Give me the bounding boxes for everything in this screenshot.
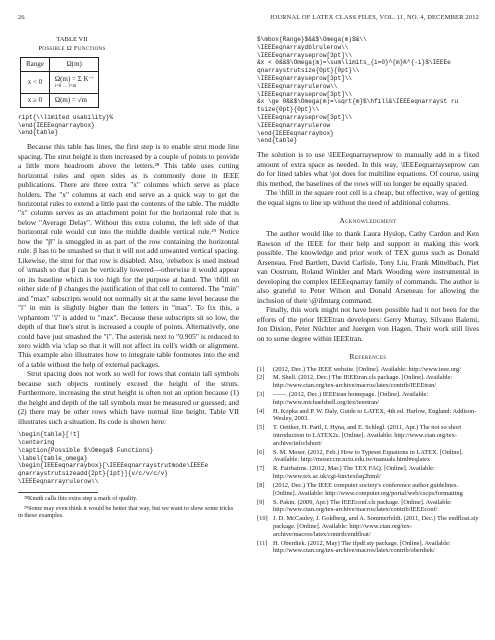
footnote-29: ²⁹Some may even think it would be better that way, but we want to show some tricks in these examples.: [18, 504, 234, 520]
body-text: [18, 142, 239, 426]
paragraph: Finally, this work might not have been possible had it not been for the efforts of the prior IEEEtran developers: Gerry Murray, Silvano Balemi, Jon Dixion, Peter Nüchter and Juergen von Hagen. Their work still lives on to some degree within IEEEtran.: [257, 305, 479, 343]
code-line: tsize{0pt}{0pt}\\: [257, 106, 320, 114]
code-block-top: [18, 114, 239, 137]
code-line: \IEEEeqnarrayrulerow\\: [18, 478, 99, 486]
paragraph: The \hfill in the square root cell is a cheap, but effective, way of getting the equal signs to line up without the need of additional columns.: [257, 188, 479, 207]
code-line: \IEEEeqnarrayrulerow: [257, 121, 331, 129]
code-line: \IEEEeqnarrayseprow[3pt]\\: [257, 90, 353, 98]
row1-function: [49, 72, 99, 94]
code-line: \IEEEeqnarrayrulerow\\: [257, 82, 338, 90]
code-line: $\mbox{Range}$&&$\Omega(m)$&\\: [257, 36, 367, 43]
acknowledgment-text: [257, 229, 479, 343]
code-line: \end{table}: [18, 129, 59, 137]
code-line: &x < 0&&$\Omega(m)=\sum\limits_{i=0}^{m}K^{-i}$\IEEEe: [257, 59, 451, 67]
reference-item: [4] H. Kopka and P. W. Daly, Guide to LATEX, 4th ed. Harlow, England: Addison-Wesley, 2003.: [257, 407, 477, 423]
code-line: \IEEEeqnarraydblrulerow\\: [257, 43, 349, 51]
reference-item: [1] (2012, Dec.) The IEEE website. [Online]. Available: http://www.ieee.org/: [257, 365, 461, 373]
table-caption: [18, 36, 126, 53]
table-row: [21, 93, 99, 107]
code-line: \begin{IEEEeqnarraybox}[\IEEEeqnarraystrutmode\IEEEe: [18, 462, 209, 470]
code-line: \IEEEeqnarrayseprow[3pt]\\: [257, 51, 353, 59]
row1-sum-limits: i=0 … i=m: [54, 84, 77, 90]
reference-list: [257, 366, 479, 556]
code-line: &x \ge 0&&$\Omega(m)=\sqrt{m}$\hfill&\IEEEeqnarrayst ru: [257, 98, 459, 106]
reference-item: [3] ——. (2012, Dec.) IEEEtran homepage. [Online]. Available: http://www.michaelshell.org/tex/ieeetran/: [257, 390, 429, 406]
reference-item: [2] M. Shell. (2012, Dec.) The IEEEtran.cls package. [Online]. Available: http://www.ctan.org/tex-archive/macros/latex/contrib/IEEEtran/: [257, 374, 453, 390]
code-line: \IEEEeqnarrayseprow[3pt]\\: [257, 74, 353, 82]
code-line: qnarraystrutsize{0pt}{0pt}\\: [257, 67, 360, 75]
references-heading: References: [349, 352, 387, 362]
code-line: \end{IEEEeqnarraybox}: [257, 129, 334, 137]
table-and-code: [18, 36, 239, 108]
journal-title: JOURNAL OF LATEX CLASS FILES, VOL. 11, NO. 4, DECEMBER 2012: [269, 14, 479, 21]
code-line: qnarraystrutsizeadd{2pt}{1pt}]{v/c/v/c/v}: [18, 470, 168, 478]
page-number: 26: [18, 14, 25, 21]
paragraph: The author would like to thank Laura Hyslop, Cathy Cardon and Ken Rawson of the IEEE for their help and support in making this work possible. The knowledge and prior work of TEX gurus such as Donald Arseneau, Fred Bartlett, David Carlisle, Tony Liu, Frank Mittelbach, Piet van Oostrum, Roland Winkler and Mark Wooding were instrumental in developing the complex IEEEeqnarray family of commands. The author is also grateful to Peter Wilson and Donald Arseneau for allowing the inclusion of their \@ifmtarg command.: [257, 229, 479, 305]
table-row: [21, 72, 99, 94]
code-line: \caption{Possible $\Omega$ Functions}: [18, 446, 154, 454]
table-vii: [18, 36, 126, 108]
code-line: \label{table_omega}: [18, 454, 88, 462]
row1-function-text: Ω(m) = Σ K⁻ⁱ: [54, 75, 94, 84]
reference-item: [9] S. Pakin. (2009, Apr.) The IEEEconf.cls package. [Online]. Available: http://www.ctan.org/tex-archive/macros/latex/contrib/IEEEconf/: [257, 498, 452, 514]
row2-range: x ≥ 0: [21, 93, 50, 107]
table-number: TABLE VII: [56, 36, 88, 43]
code-line: \centering: [18, 439, 55, 447]
table-header-row: [21, 58, 99, 72]
omega-table: [20, 57, 99, 108]
row1-range: x < 0: [21, 72, 50, 94]
reference-item: [7] R. Fairbairns. (2012, Mar.) The TEX FAQ. [Online]. Available: http://www.tex.ac.uk/cgi-bin/texfaq2html/: [257, 465, 435, 481]
code-line: \begin{table}[!t]: [18, 431, 81, 439]
code-block-continued: [257, 36, 479, 145]
running-header: [18, 14, 479, 26]
code-block-table-vii: [18, 431, 239, 486]
reference-item: [6] S. M. Moser. (2012, Feb.) How to Typeset Equations in LATEX. [Online]. Available: http://moser.cm.nctu.edu.tw/manuals.html#eqlatex: [257, 448, 464, 464]
footnote-28: ²⁸Knuth calls this extra step a mark of quality.: [24, 494, 138, 502]
header-range: Range: [21, 58, 50, 72]
row2-function: Ω(m) = √m: [49, 93, 99, 107]
left-column: [18, 36, 239, 640]
code-line: \end{table}: [257, 137, 298, 145]
reference-item: [8] (2012, Dec.) The IEEE computer society's conference author guidelines. [Online]. Available: http://www.computer.org/portal/web/cscps/formatting: [257, 481, 463, 497]
code-line: \IEEEeqnarrayseprow[3pt]\\: [257, 113, 353, 121]
paragraph: The solution is to use \IEEEeqnarrayseprow to manually add in a fixed amount of extra space as needed. In this way, \IEEEeqnarrayseprow can do for lined tables what \jot does for multiline equations. Of course, using this method, the baselines of the rows will no longer be equally spaced.: [257, 150, 479, 188]
reference-item: [11] H. Oberdiek. (2012, May) The ifpdf.sty package. [Online]. Available: http://www.ctan.org/tex-archive/macros/latex/contrib/oberdiek/: [257, 539, 451, 555]
table-title: Possible Ω Functions: [38, 44, 106, 52]
reference-item: [10] J. D. McCauley, J. Goldberg, and A. Sommerfeldt. (2011, Dec.) The endfloat.sty package. [Online]. Available: http://www.ctan.org/tex-archive/macros/latex/contrib/endfloat/: [257, 515, 479, 538]
footnote-rule: [18, 492, 98, 493]
solution-text: [257, 150, 479, 207]
acknowledgment-heading: Acknowledgment: [339, 215, 397, 225]
code-line: ript{\\limited usability}%: [18, 113, 114, 121]
reference-item: [5] T. Oetiker, H. Partl, I. Hyna, and E. Schlegl. (2011, Apr.) The not so short introduction to LATEX2ε. [Online]. Available: http://www.ctan.org/tex-archive/info/lshort/: [257, 424, 462, 447]
header-omega: Ω(m): [49, 58, 99, 72]
right-column: [257, 36, 479, 640]
paragraph: Strut spacing does not work so well for rows that contain tall symbols because such objects routinely exceed the height of the struts. Furthermore, increasing the strut height is often not an option because (1) the height and depth of the tall symbols must be measured or guessed; and (2) there may be other rows which have normal line height. Table VII illustrates such a situation. Its code is shown here:: [18, 369, 239, 426]
paragraph: Because this table has lines, the first step is to enable strut mode line spacing. The strut height is then increased by a couple of points to provide a little more headroom above the letters.²⁸ This table uses cutting horizontal rules and open sides as is commonly done in IEEE publications. There are three extra "x" columns which serve as place holders. The "x" columns at each end serve as a quick way to get the horizontal rules to extend a little past the contents of the table. The middle "x" column serves as an attachment point for the horizontal rule that is below "Average Delay". Without this extra column, the left side of that horizontal rule would cut into the middle double vertical rule.²⁹ Notice how the "β" is smuggled in as part of the row containing the horizontal rule. β has to be smashed so that it will not add unwanted vertical spacing. Likewise, the strut for that row is disabled. Also, \relsebox is used instead of \smash so that β can be vertically lowered—otherwise it would appear on its baseline which is too high for the purpose at hand. The \hfill on either side of β changes the justification of that cell to centered. The "min" and "max" subscripts would not normally sit at the same level because the "i" in min is slightly higher than the letters in "max". To fix this, a \vphantom "i" is added to "max". Because these subscripts sit so low, the depth of that line's strut is increased a couple of points. Alternatively, one could have just smashed the "i". The asterisk next to "0.905" is reduced to zero width via \clap so that it will not affect its cell's width or alignment. This example also illustrates how to integrate table footnotes into the end of a table without the help of external packages.: [18, 142, 239, 369]
code-line: \end{IEEEeqnarraybox}: [18, 121, 95, 129]
